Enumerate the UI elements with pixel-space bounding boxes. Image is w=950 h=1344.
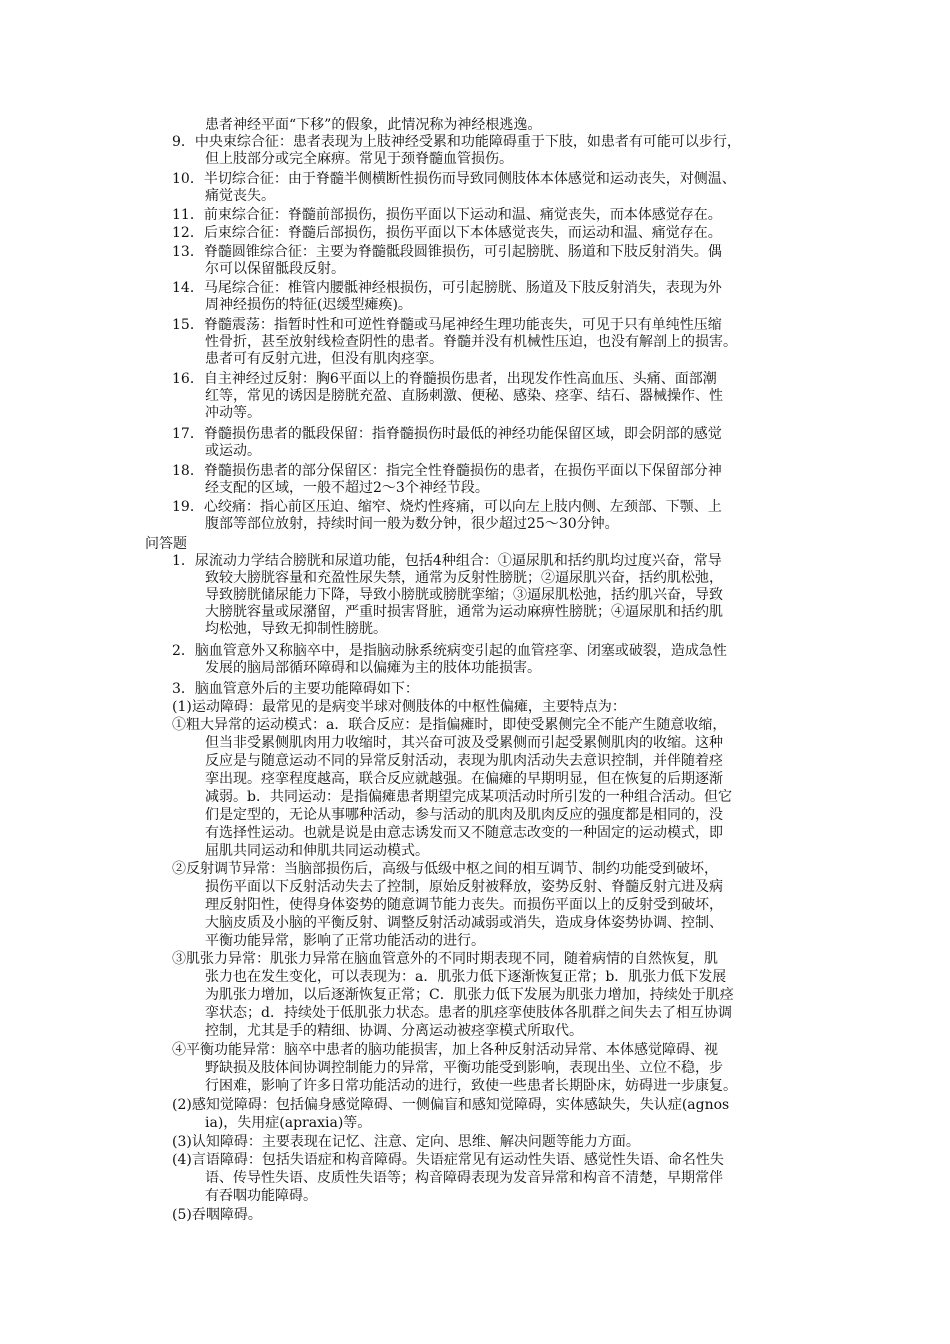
item-circle4-line-1: ④平衡功能异常：脑卒中患者的脑功能损害，加上各种反射活动异常、本体感觉障碍、视	[172, 1042, 718, 1058]
definition-12-line-1: 12．后束综合征：脊髓后部损伤，损伤平面以下本体感觉丧失，而运动和温、痛觉存在。	[172, 225, 722, 241]
definition-19-line-2: 腹部等部位放射，持续时间一般为数分钟，很少超过25～30分钟。	[205, 516, 619, 532]
definition-15-line-3: 患者可有反射亢进，但没有肌肉痉挛。	[205, 351, 443, 367]
definition-17-line-2: 或运动。	[205, 443, 261, 459]
item-circle3-line-2: 张力也在发生变化，可以表现为：a．肌张力低下逐渐恢复正常；b．肌张力低下发展	[205, 969, 727, 985]
item-circle1-line-1: ①粗大异常的运动模式：a．联合反应：是指偏瘫时，即使受累侧完全不能产生随意收缩，	[172, 717, 727, 733]
definition-11-line-1: 11．前束综合征：脊髓前部损伤，损伤平面以下运动和温、痛觉丧失，而本体感觉存在。	[172, 207, 722, 223]
item-circle1-line-4: 挛出现。痉挛程度越高，联合反应就越强。在偏瘫的早期明显，但在恢复的后期逐渐	[205, 771, 723, 787]
definition-13-line-1: 13．脊髓圆锥综合征：主要为脊髓骶段圆锥损伤，可引起膀胱、肠道和下肢反射消失。偶	[172, 244, 722, 260]
answer-1-line-4: 大膀胱容量或尿潴留，严重时损害肾脏，通常为运动麻痹性膀胱；④逼尿肌和括约肌	[205, 604, 723, 620]
definition-9-line-2: 但上肢部分或完全麻痹。常见于颈脊髓血管损伤。	[205, 151, 513, 167]
item-circle2-line-4: 大脑皮质及小脑的平衡反射、调整反射活动减弱或消失，造成身体姿势协调、控制、	[205, 915, 723, 931]
item-circle2-line-1: ②反射调节异常：当脑部损伤后，高级与低级中枢之间的相互调节、制约功能受到破坏，	[172, 861, 718, 877]
answer-1-line-5: 均松弛，导致无抑制性膀胱。	[205, 621, 387, 637]
item-circle1-line-7: 有选择性运动。也就是说是由意志诱发而又不随意志改变的一种固定的运动模式，即	[205, 825, 723, 841]
section-heading-qa: 问答题	[145, 536, 187, 552]
answer-3-line-1: 3．脑血管意外后的主要功能障碍如下：	[172, 681, 419, 697]
item-circle1-line-5: 减弱。b．共同运动：是指偏瘫患者期望完成某项活动时所引发的一种组合活动。但它	[205, 789, 732, 805]
definition-9-line-1: 9．中央束综合征：患者表现为上肢神经受累和功能障碍重于下肢，如患者有可能可以步行，	[172, 134, 741, 150]
definition-15-line-1: 15．脊髓震荡：指暂时性和可逆性脊髓或马尾神经生理功能丧失，可见于只有单纯性压缩	[172, 317, 722, 333]
item-circle1-line-6: 们是定型的，无论从事哪种活动，参与活动的肌肉及肌肉反应的强度都是相同的，没	[205, 807, 723, 823]
item-circle3-line-3: 为肌张力增加，以后逐渐恢复正常；C．肌张力低下发展为肌张力增加，持续处于肌痉	[205, 987, 734, 1003]
item-1-line-1: (1)运动障碍：最常见的是病变半球对侧肢体的中枢性偏瘫，主要特点为：	[172, 699, 626, 715]
definition-10-line-1: 10．半切综合征：由于脊髓半侧横断性损伤而导致同侧肢体本体感觉和运动丧失，对侧温、	[172, 171, 736, 187]
definition-16-line-2: 红等，常见的诱因是膀胱充盈、直肠刺激、便秘、感染、痉挛、结石、器械操作、性	[205, 388, 723, 404]
item-circle3-line-4: 挛状态；d．持续处于低肌张力状态。患者的肌痉挛使肢体各肌群之间失去了相互协调	[205, 1005, 732, 1021]
definition-14-line-1: 14．马尾综合征：椎管内腰骶神经根损伤，可引起膀胱、肠道及下肢反射消失，表现为外	[172, 280, 722, 296]
definition-14-line-2: 周神经损伤的特征(迟缓型瘫痪)。	[205, 297, 412, 313]
item-circle2-line-2: 损伤平面以下反射活动失去了控制，原始反射被释放，姿势反射、脊髓反射亢进及病	[205, 879, 723, 895]
definition-18-line-2: 经支配的区域，一般不超过2～3个神经节段。	[205, 480, 489, 496]
item-circle1-line-8: 屈肌共同运动和伸肌共同运动模式。	[205, 843, 429, 859]
item-4-line-3: 有吞咽功能障碍。	[205, 1188, 317, 1204]
item-circle2-line-3: 理反射阳性，使得身体姿势的随意调节能力丧失。而损伤平面以上的反射受到破坏，	[205, 897, 723, 913]
item-circle4-line-3: 行困难，影响了许多日常功能活动的进行，致使一些患者长期卧床，妨碍进一步康复。	[205, 1078, 737, 1094]
definition-10-line-2: 痛觉丧失。	[205, 188, 275, 204]
item-circle3-line-5: 控制，尤其是手的精细、协调、分离运动被痉挛模式所取代。	[205, 1023, 583, 1039]
item-4-line-2: 语、传导性失语、皮质性失语等；构音障碍表现为发音异常和构音不清楚，早期常伴	[205, 1170, 723, 1186]
answer-1-line-1: 1．尿流动力学结合膀胱和尿道功能，包括4种组合：①逼尿肌和括约肌均过度兴奋，常导	[172, 553, 722, 569]
item-circle1-line-3: 反应是与随意运动不同的异常反射活动，表现为肌肉活动失去意识控制，并伴随着痉	[205, 753, 723, 769]
answer-2-line-2: 发展的脑局部循环障碍和以偏瘫为主的肢体功能损害。	[205, 660, 541, 676]
definition-19-line-1: 19．心绞痛：指心前区压迫、缩窄、烧灼性疼痛，可以向左上肢内侧、左颈部、下颚、上	[172, 499, 722, 515]
item-circle3-line-1: ③肌张力异常：肌张力异常在脑血管意外的不同时期表现不同，随着病情的自然恢复，肌	[172, 951, 718, 967]
answer-2-line-1: 2．脑血管意外又称脑卒中，是指脑动脉系统病变引起的血管痉挛、闭塞或破裂，造成急性	[172, 643, 727, 659]
answer-1-line-2: 致较大膀胱容量和充盈性尿失禁，通常为反射性膀胱；②逼尿肌兴奋，括约肌松弛，	[205, 570, 723, 586]
item-2-line-1: (2)感知觉障碍：包括偏身感觉障碍、一侧偏盲和感知觉障碍，实体感缺失，失认症(agnos	[172, 1097, 730, 1113]
item-5-line-1: (5)吞咽障碍。	[172, 1207, 262, 1223]
answer-1-line-3: 导致膀胱储尿能力下降，导致小膀胱或膀胱挛缩；③逼尿肌松弛，括约肌兴奋，导致	[205, 587, 723, 603]
definition-16-line-1: 16．自主神经过反射：胸6平面以上的脊髓损伤患者，出现发作性高血压、头痛、面部潮	[172, 371, 717, 387]
item-2-line-2: ia)，失用症(apraxia)等。	[205, 1115, 372, 1131]
definition-17-line-1: 17．脊髓损伤患者的骶段保留：指脊髓损伤时最低的神经功能保留区域，即会阴部的感觉	[172, 426, 722, 442]
definition-13-line-2: 尔可以保留骶段反射。	[205, 261, 345, 277]
item-4-line-1: (4)言语障碍：包括失语症和构音障碍。失语症常见有运动性失语、感觉性失语、命名性失	[172, 1152, 724, 1168]
item-3-line-1: (3)认知障碍：主要表现在记忆、注意、定向、思维、解决问题等能力方面。	[172, 1134, 640, 1150]
definition-16-line-3: 冲动等。	[205, 405, 261, 421]
continuation-line: 患者神经平面“下移”的假象，此情况称为神经根逃逸。	[205, 117, 542, 133]
item-circle1-line-2: 但当非受累侧肌肉用力收缩时，其兴奋可波及受累侧而引起受累侧肌肉的收缩。这种	[205, 735, 723, 751]
definition-15-line-2: 性骨折，甚至放射线检查阴性的患者。脊髓并没有机械性压迫，也没有解剖上的损害。	[205, 334, 737, 350]
definition-18-line-1: 18．脊髓损伤患者的部分保留区：指完全性脊髓损伤的患者，在损伤平面以下保留部分神	[172, 463, 722, 479]
item-circle4-line-2: 野缺损及肢体间协调控制能力的异常，平衡功能受到影响，表现出坐、立位不稳，步	[205, 1060, 723, 1076]
item-circle2-line-5: 平衡功能异常，影响了正常功能活动的进行。	[205, 933, 485, 949]
